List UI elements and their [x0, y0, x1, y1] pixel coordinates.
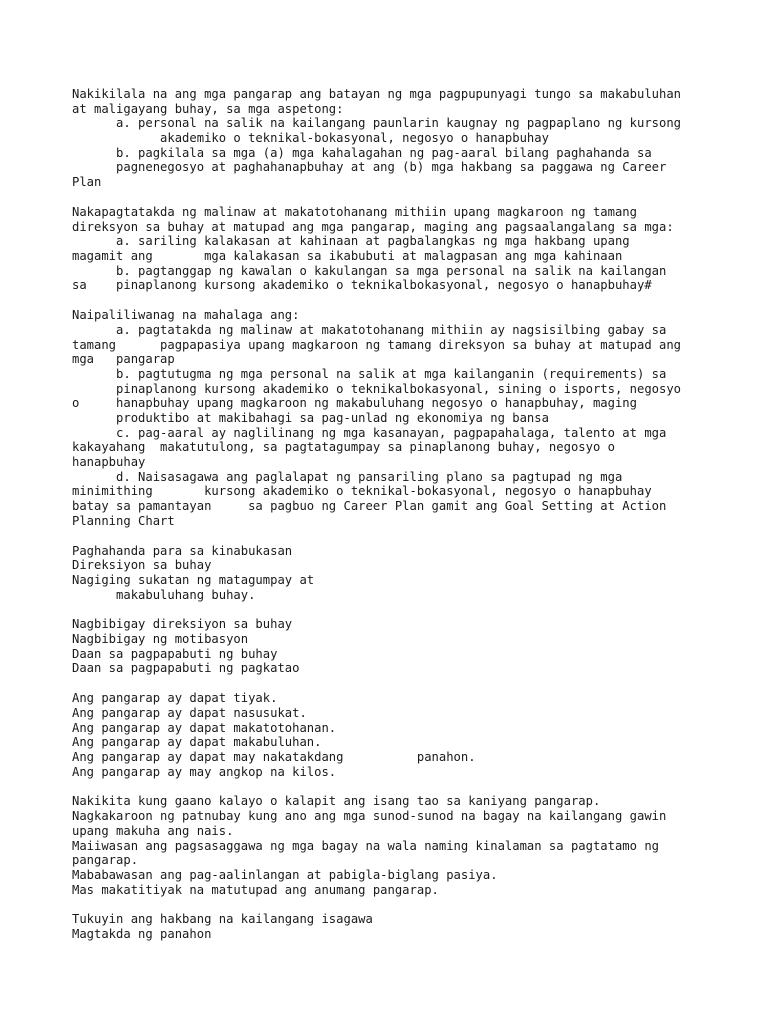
text-line: a. personal na salik na kailangang paunlarin kaugnay ng pagpaplano ng kursong — [72, 116, 682, 131]
text-line: Nakikita kung gaano kalayo o kalapit ang isang tao sa kaniyang pangarap. — [72, 794, 601, 809]
text-line: Maiiwasan ang pagsasaggawa ng mga bagay na wala naming kinalaman sa pagtatamo ng — [72, 838, 659, 853]
text-line: c. pag-aaral ay naglilinang ng mga kasanayan, pagpapahalaga, talento at mga — [72, 425, 667, 440]
text-line: makabuluhang buhay. — [72, 587, 256, 602]
text-line: hanapbuhay — [72, 455, 146, 469]
text-line: Ang pangarap ay dapat tiyak. — [72, 691, 278, 706]
text-line: magamit ang mga kalakasan sa ikabubuti at malagpasan ang mga kahinaan — [72, 248, 623, 263]
text-line: Ang pangarap ay may angkop na kilos. — [72, 764, 337, 779]
text-line: o hanapbuhay upang magkaroon ng makabuluhang negosyo o hanapbuhay, maging — [72, 396, 637, 411]
text-line: direksyon sa buhay at matupad ang mga pangarap, maging ang pagsaalangalang sa mga: — [72, 219, 674, 234]
document-body — [72, 87, 722, 942]
text-line: pagnenegosyo at paghahanapbuhay at ang (b) mga hakbang sa paggawa ng Career — [72, 160, 667, 175]
text-line: Tukuyin ang hakbang na kailangang isagawa — [72, 912, 373, 927]
text-line: Nagbibigay direksiyon sa buhay — [72, 617, 293, 632]
text-line: Nagkakaroon ng patnubay kung ano ang mga sunod-sunod na bagay na kailangang gawin — [72, 809, 667, 824]
text-line: at maligayang buhay, sa mga aspetong: — [72, 101, 344, 116]
text-line: sa pinaplanong kursong akademiko o teknikalbokasyonal, negosyo o hanapbuhay# — [72, 278, 652, 293]
blank-line — [72, 190, 722, 205]
blank-line — [72, 779, 722, 794]
text-line: produktibo at makibahagi sa pag-unlad ng ekonomiya ng bansa — [72, 410, 549, 425]
text-line: Ang pangarap ay dapat nasusukat. — [72, 705, 307, 720]
text-line: Mababawasan ang pag-aalinlangan at pabigla-biglang pasiya. — [72, 867, 498, 882]
text-line: Ang pangarap ay dapat makatotohanan. — [72, 720, 337, 735]
text-line: Nagiging sukatan ng matagumpay at — [72, 572, 315, 587]
blank-line — [72, 897, 722, 912]
text-line: Paghahanda para sa kinabukasan — [72, 543, 293, 558]
text-line: minimithing kursong akademiko o teknikal-bokasyonal, negosyo o hanapbuhay — [72, 484, 652, 499]
text-line: kakayahang makatutulong, sa pagtatagumpay sa pinaplanong buhay, negosyo o — [72, 440, 615, 455]
blank-line — [72, 528, 722, 543]
text-line: a. sariling kalakasan at kahinaan at pagbalangkas ng mga hakbang upang — [72, 234, 630, 249]
text-line: Nagbibigay ng motibasyon — [72, 632, 249, 647]
text-line: a. pagtatakda ng malinaw at makatotohanang mithiin ay nagsisilbing gabay sa — [72, 322, 667, 337]
text-line: Nakikilala na ang mga pangarap ang batayan ng mga pagpupunyagi tungo sa makabuluhan — [72, 87, 682, 101]
text-line: upang makuha ang nais. — [72, 823, 234, 838]
text-line: Direksiyon sa buhay — [72, 558, 212, 573]
text-line: Daan sa pagpapabuti ng buhay — [72, 646, 278, 661]
text-line: Magtakda ng panahon — [72, 927, 212, 942]
text-line: Planning Chart — [72, 513, 175, 528]
text-line: Nakapagtatakda ng malinaw at makatotohanang mithiin upang magkaroon ng tamang — [72, 204, 637, 219]
text-line: d. Naisasagawa ang paglalapat ng pansariling plano sa pagtupad ng mga — [72, 469, 623, 484]
text-line: pinaplanong kursong akademiko o teknikalbokasyonal, sining o isports, negosyo — [72, 381, 682, 396]
text-line: Ang pangarap ay dapat makabuluhan. — [72, 735, 322, 750]
text-line: Plan — [72, 175, 102, 190]
text-line: b. pagkilala sa mga (a) mga kahalagahan ng pag-aaral bilang paghahanda sa — [72, 145, 652, 160]
blank-line — [72, 293, 722, 308]
text-line: Daan sa pagpapabuti ng pagkatao — [72, 661, 300, 676]
text-line: pangarap. — [72, 853, 139, 868]
text-line: b. pagtutugma ng mga personal na salik at mga kailanganin (requirements) sa — [72, 366, 667, 381]
text-line: akademiko o teknikal-bokasyonal, negosyo o hanapbuhay — [72, 131, 549, 146]
text-line: Ang pangarap ay dapat may nakatakdang panahon. — [72, 749, 476, 764]
text-line: Mas makatitiyak na matutupad ang anumang pangarap. — [72, 882, 439, 897]
text-line: mga pangarap — [72, 352, 175, 367]
text-line: Naipaliliwanag na mahalaga ang: — [72, 308, 300, 323]
text-line: batay sa pamantayan sa pagbuo ng Career Plan gamit ang Goal Setting at Action — [72, 499, 667, 514]
text-line: tamang pagpapasiya upang magkaroon ng tamang direksyon sa buhay at matupad ang — [72, 337, 682, 352]
text-line: b. pagtanggap ng kawalan o kakulangan sa mga personal na salik na kailangan — [72, 263, 667, 278]
blank-line — [72, 676, 722, 691]
blank-line — [72, 602, 722, 617]
